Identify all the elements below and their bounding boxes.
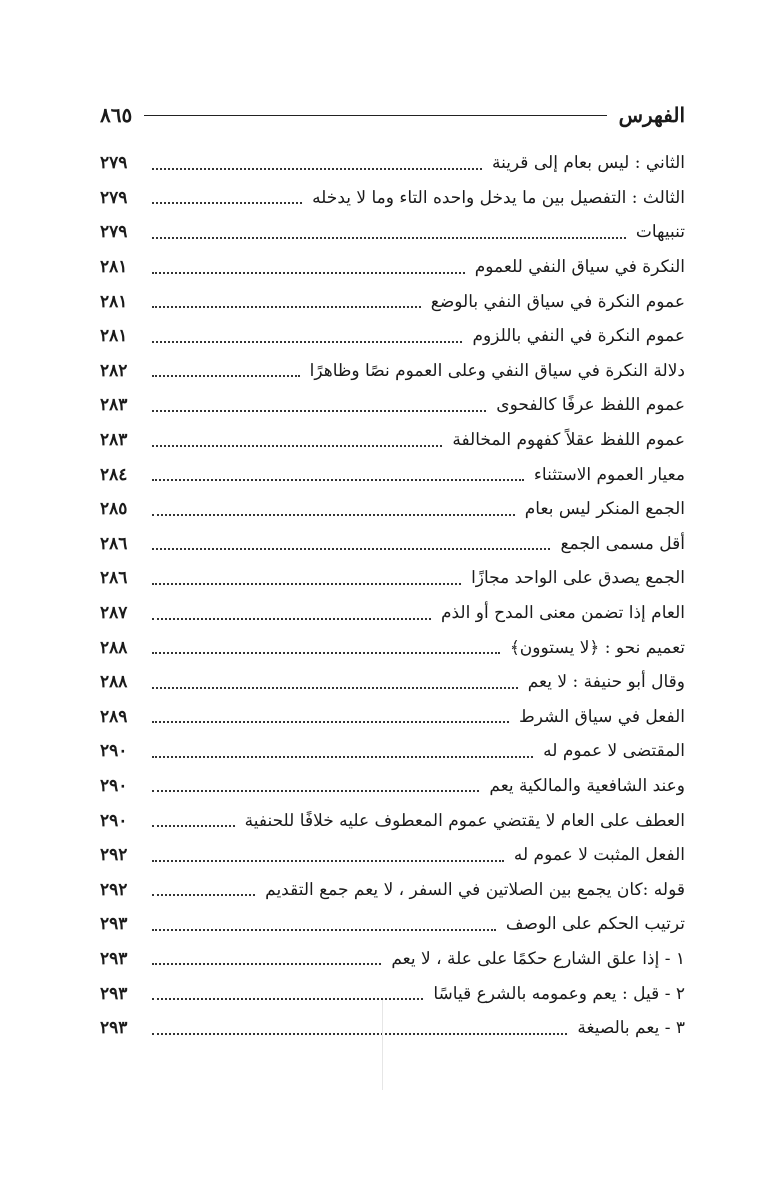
entry-page: ٢٨٣ — [100, 430, 128, 451]
entry-page: ٢٨٨ — [100, 637, 128, 658]
entry-title: عموم النكرة في سياق النفي بالوضع — [430, 291, 685, 312]
dot-leader — [152, 340, 462, 343]
entry-page: ٢٧٩ — [100, 187, 128, 208]
entry-page: ٢٩٠ — [100, 775, 128, 796]
entry-title: المقتضى لا عموم له — [543, 741, 685, 762]
entry-page: ٢٩٣ — [100, 914, 128, 935]
index-entry — [100, 146, 685, 181]
entry-title: تنبيهات — [635, 222, 685, 243]
dot-leader — [152, 409, 486, 412]
entry-title: دلالة النكرة في سياق النفي وعلى العموم نصًا وظاهرًا — [309, 360, 685, 381]
index-entry — [100, 319, 685, 354]
dot-leader — [152, 167, 482, 170]
index-entry — [100, 700, 685, 735]
index-entry — [100, 665, 685, 700]
dot-leader — [152, 582, 461, 585]
index-entry — [100, 561, 685, 596]
entry-title: الثالث : التفصيل بين ما يدخل واحده التاء وما لا يدخله — [312, 187, 685, 208]
dot-leader — [152, 1032, 567, 1035]
index-entry — [100, 423, 685, 458]
entry-page: ٢٨١ — [100, 326, 128, 347]
entry-title: ٣ - يعم بالصيغة — [577, 1018, 685, 1039]
dot-leader — [152, 928, 496, 931]
entry-title: عموم اللفظ عقلاً كفهوم المخالفة — [452, 430, 685, 451]
index-entry — [100, 388, 685, 423]
entry-page: ٢٨٤ — [100, 464, 128, 485]
index-entry — [100, 630, 685, 665]
index-entry — [100, 1011, 685, 1046]
entry-title: عموم النكرة في النفي باللزوم — [472, 326, 685, 347]
dot-leader — [152, 271, 465, 274]
dot-leader — [152, 374, 300, 377]
index-entry — [100, 354, 685, 389]
entry-page: ٢٧٩ — [100, 222, 128, 243]
entry-page: ٢٩٢ — [100, 845, 128, 866]
dot-leader — [152, 824, 235, 827]
index-entry — [100, 872, 685, 907]
entry-title: تعميم نحو : ﴿لا يستوون﴾ — [509, 638, 685, 659]
entry-page: ٢٩٠ — [100, 810, 128, 831]
index-entry — [100, 284, 685, 319]
dot-leader — [152, 755, 533, 758]
dot-leader — [152, 617, 431, 620]
dot-leader — [152, 444, 442, 447]
entry-title: الفعل في سياق الشرط — [519, 706, 685, 727]
entry-page: ٢٨٧ — [100, 603, 128, 624]
index-entry — [100, 492, 685, 527]
dot-leader — [152, 547, 550, 550]
entry-title: ١ - إذا علق الشارع حكمًا على علة ، لا يعم — [391, 948, 685, 969]
entry-page: ٢٨٨ — [100, 672, 128, 693]
entry-title: معيار العموم الاستثناء — [533, 464, 685, 485]
entry-title: الجمع يصدق على الواحد مجازًا — [471, 568, 685, 589]
entry-title: الثاني : ليس بعام إلى قرينة — [491, 153, 685, 174]
entry-page: ٢٩٢ — [100, 879, 128, 900]
index-entry — [100, 250, 685, 285]
entry-page: ٢٨٥ — [100, 499, 128, 520]
entry-page: ٢٩٣ — [100, 983, 128, 1004]
dot-leader — [152, 513, 515, 516]
index-entry — [100, 976, 685, 1011]
entry-title: عموم اللفظ عرفًا كالفحوى — [496, 395, 685, 416]
entry-page: ٢٨٦ — [100, 533, 128, 554]
index-entry — [100, 803, 685, 838]
entry-title: العام إذا تضمن معنى المدح أو الذم — [440, 603, 685, 624]
running-title: الفهرس — [618, 103, 685, 127]
entry-page: ٢٩٠ — [100, 741, 128, 762]
entry-title: وقال أبو حنيفة : لا يعم — [527, 672, 685, 693]
index-list — [100, 146, 685, 1045]
entry-page: ٢٩٣ — [100, 948, 128, 969]
dot-leader — [152, 962, 381, 965]
index-entry — [100, 596, 685, 631]
entry-title: وعند الشافعية والمالكية يعم — [489, 775, 685, 796]
entry-page: ٢٨٢ — [100, 360, 128, 381]
index-entry — [100, 769, 685, 804]
entry-title: الفعل المثبت لا عموم له — [513, 845, 685, 866]
entry-title: النكرة في سياق النفي للعموم — [474, 257, 685, 278]
dot-leader — [152, 478, 524, 481]
entry-page: ٢٨٩ — [100, 706, 128, 727]
entry-title: أقل مسمى الجمع — [560, 533, 685, 554]
entry-title: العطف على العام لا يقتضي عموم المعطوف عليه خلافًا للحنفية — [244, 810, 685, 831]
index-entry — [100, 942, 685, 977]
page-number: ٨٦٥ — [100, 103, 133, 127]
entry-page: ٢٨١ — [100, 291, 128, 312]
index-entry — [100, 907, 685, 942]
dot-leader — [152, 201, 302, 204]
entry-title: الجمع المنكر ليس بعام — [524, 499, 685, 520]
entry-page: ٢٨٦ — [100, 568, 128, 589]
dot-leader — [152, 305, 421, 308]
dot-leader — [152, 236, 626, 239]
index-entry — [100, 527, 685, 562]
entry-page: ٢٨٣ — [100, 395, 128, 416]
header-rule — [144, 115, 606, 116]
index-entry — [100, 838, 685, 873]
index-entry — [100, 734, 685, 769]
entry-title: ٢ - قيل : يعم وعمومه بالشرع قياسًا — [433, 983, 685, 1004]
entry-page: ٢٩٣ — [100, 1018, 128, 1039]
page-fold-mark — [382, 1000, 383, 1090]
dot-leader — [152, 893, 255, 896]
index-entry — [100, 215, 685, 250]
index-entry — [100, 457, 685, 492]
dot-leader — [152, 859, 504, 862]
entry-page: ٢٧٩ — [100, 153, 128, 174]
dot-leader — [152, 651, 500, 654]
dot-leader — [152, 720, 509, 723]
dot-leader — [152, 686, 518, 689]
entry-title: قوله :كان يجمع بين الصلاتين في السفر ، لا يعم جمع التقديم — [265, 879, 685, 900]
dot-leader — [152, 789, 479, 792]
entry-page: ٢٨١ — [100, 257, 128, 278]
entry-title: ترتيب الحكم على الوصف — [505, 914, 685, 935]
index-entry — [100, 181, 685, 216]
page-header — [100, 100, 685, 130]
